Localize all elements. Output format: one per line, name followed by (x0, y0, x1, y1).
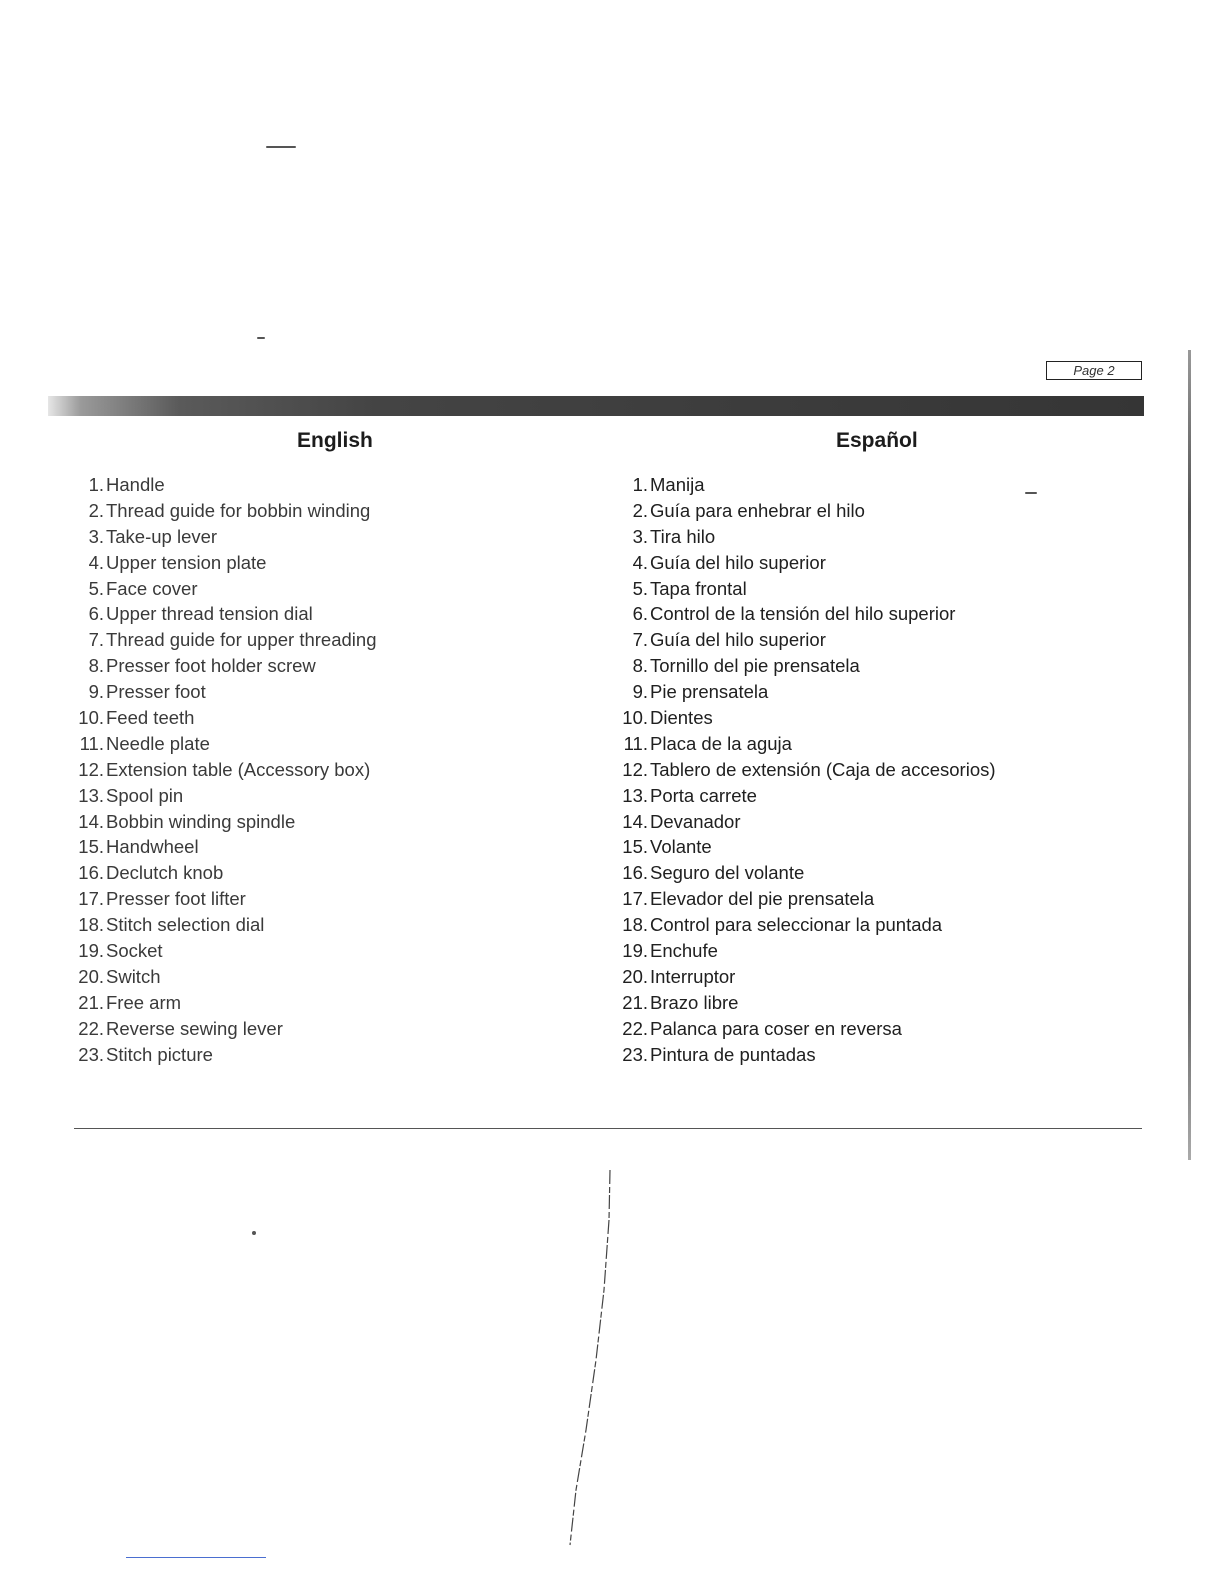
list-item (604, 834, 1124, 860)
list-item (60, 653, 540, 679)
item-number: 15. (622, 836, 648, 858)
list-item (604, 576, 1124, 602)
list-item (604, 886, 1124, 912)
list-item (604, 860, 1124, 886)
list-item (60, 498, 540, 524)
item-number: 18. (78, 914, 104, 936)
list-item (604, 601, 1124, 627)
item-text: Socket (106, 940, 163, 962)
list-item (60, 524, 540, 550)
scan-blue-line (126, 1557, 266, 1558)
list-item (604, 679, 1124, 705)
item-text: Guía para enhebrar el hilo (650, 499, 865, 521)
item-number: 19. (78, 940, 104, 962)
item-text: Stitch selection dial (106, 914, 265, 936)
item-number: 5. (88, 577, 104, 599)
list-item (604, 912, 1124, 938)
espanol-parts-list (604, 472, 1124, 1067)
item-text: Manija (650, 474, 705, 495)
item-text: Control para seleccionar la puntada (650, 914, 943, 936)
list-item (604, 1016, 1124, 1042)
list-item (604, 705, 1124, 731)
list-item (604, 809, 1124, 835)
item-number: 11. (623, 732, 648, 754)
item-number: 3. (88, 525, 104, 547)
item-text: Thread guide for upper threading (106, 629, 377, 651)
section-header-bar (48, 396, 1144, 416)
item-number: 21. (78, 991, 104, 1013)
list-item (60, 809, 540, 835)
item-text: Brazo libre (650, 991, 739, 1013)
item-text: Tapa frontal (650, 577, 747, 599)
item-text: Tablero de extensión (Caja de accesorios) (650, 758, 996, 780)
item-number: 22. (78, 1017, 104, 1039)
item-text: Handle (106, 474, 165, 495)
item-number: 6. (632, 603, 648, 625)
item-text: Spool pin (106, 784, 184, 806)
list-item (60, 886, 540, 912)
item-text: Guía del hilo superior (650, 551, 826, 573)
item-text: Devanador (650, 810, 741, 832)
item-number: 12. (622, 758, 648, 780)
list-item (60, 757, 540, 783)
item-text: Needle plate (106, 732, 210, 754)
item-number: 9. (632, 681, 648, 703)
item-text: Declutch knob (106, 862, 224, 884)
list-item (604, 550, 1124, 576)
item-text: Bobbin winding spindle (106, 810, 296, 832)
list-item (604, 757, 1124, 783)
list-item (60, 705, 540, 731)
item-text: Presser foot (106, 681, 206, 703)
page-edge-shadow (1188, 350, 1191, 1160)
item-text: Stitch picture (106, 1043, 213, 1065)
item-number: 5. (632, 577, 648, 599)
item-number: 2. (632, 499, 648, 521)
list-item (60, 576, 540, 602)
list-item (604, 498, 1124, 524)
item-text: Seguro del volante (650, 862, 805, 884)
item-text: Enchufe (650, 940, 718, 962)
list-item (604, 653, 1124, 679)
list-item (60, 938, 540, 964)
item-number: 16. (78, 862, 104, 884)
scan-speck (266, 146, 296, 148)
list-item (60, 990, 540, 1016)
item-number: 20. (622, 965, 648, 987)
item-number: 19. (622, 940, 648, 962)
item-text: Upper tension plate (106, 551, 267, 573)
list-item (604, 783, 1124, 809)
item-number: 23. (78, 1043, 104, 1065)
item-text: Tornillo del pie prensatela (650, 655, 860, 677)
item-number: 17. (78, 888, 104, 910)
item-text: Upper thread tension dial (106, 603, 313, 625)
item-number: 4. (88, 551, 104, 573)
item-number: 17. (622, 888, 648, 910)
item-number: 21. (622, 991, 648, 1013)
item-number: 11. (79, 732, 104, 754)
item-number: 1. (88, 474, 104, 495)
item-text: Pie prensatela (650, 681, 769, 703)
list-item (60, 731, 540, 757)
list-item (60, 550, 540, 576)
item-number: 10. (622, 707, 648, 729)
espanol-heading: Español (836, 429, 918, 452)
list-item (60, 601, 540, 627)
item-text: Palanca para coser en reversa (650, 1017, 902, 1039)
item-text: Control de la tensión del hilo superior (650, 603, 956, 625)
item-number: 6. (88, 603, 104, 625)
item-number: 14. (622, 810, 648, 832)
item-text: Take-up lever (106, 525, 218, 547)
item-number: 14. (78, 810, 104, 832)
list-item (604, 964, 1124, 990)
list-item (604, 990, 1124, 1016)
item-number: 7. (632, 629, 648, 651)
bottom-divider (74, 1128, 1142, 1129)
item-text: Face cover (106, 577, 198, 599)
item-number: 3. (632, 525, 648, 547)
item-text: Placa de la aguja (650, 732, 792, 754)
item-text: Extension table (Accessory box) (106, 758, 371, 780)
item-text: Feed teeth (106, 707, 195, 729)
item-text: Pintura de puntadas (650, 1043, 816, 1065)
item-number: 10. (78, 707, 104, 729)
item-text: Reverse sewing lever (106, 1017, 283, 1039)
list-item (60, 834, 540, 860)
item-text: Porta carrete (650, 784, 757, 806)
item-text: Elevador del pie prensatela (650, 888, 875, 910)
item-number: 2. (88, 499, 104, 521)
scan-speck (257, 337, 265, 339)
list-item (60, 1042, 540, 1068)
item-number: 7. (88, 629, 104, 651)
list-item (604, 1042, 1124, 1068)
item-number: 12. (78, 758, 104, 780)
list-item (60, 964, 540, 990)
item-number: 23. (622, 1043, 648, 1065)
list-item (60, 912, 540, 938)
item-text: Interruptor (650, 965, 736, 987)
item-number: 15. (78, 836, 104, 858)
item-number: 22. (622, 1017, 648, 1039)
list-item (60, 472, 540, 498)
list-item (604, 731, 1124, 757)
item-text: Volante (650, 836, 712, 858)
list-item (60, 1016, 540, 1042)
item-number: 18. (622, 914, 648, 936)
item-number: 16. (622, 862, 648, 884)
item-text: Dientes (650, 707, 713, 729)
list-item (604, 627, 1124, 653)
item-number: 9. (88, 681, 104, 703)
item-number: 4. (632, 551, 648, 573)
list-item (604, 524, 1124, 550)
item-text: Handwheel (106, 836, 199, 858)
item-text: Guía del hilo superior (650, 629, 826, 651)
item-text: Presser foot lifter (106, 888, 246, 910)
item-text: Presser foot holder screw (106, 655, 316, 677)
item-number: 13. (78, 784, 104, 806)
item-text: Free arm (106, 991, 182, 1013)
english-heading: English (297, 429, 373, 452)
scan-artifact-line (530, 1160, 620, 1550)
list-item (604, 938, 1124, 964)
item-text: Thread guide for bobbin winding (106, 499, 371, 521)
item-number: 13. (622, 784, 648, 806)
list-item (604, 472, 1124, 498)
item-number: 20. (78, 965, 104, 987)
item-number: 8. (88, 655, 104, 677)
item-text: Switch (106, 965, 161, 987)
scan-speck (252, 1231, 256, 1235)
list-item (60, 679, 540, 705)
list-item (60, 860, 540, 886)
item-text: Tira hilo (650, 525, 716, 547)
list-item (60, 783, 540, 809)
item-number: 1. (632, 474, 648, 495)
item-number: 8. (632, 655, 648, 677)
page-label: Page 2 (1046, 361, 1142, 380)
list-item (60, 627, 540, 653)
english-parts-list (60, 472, 540, 1067)
